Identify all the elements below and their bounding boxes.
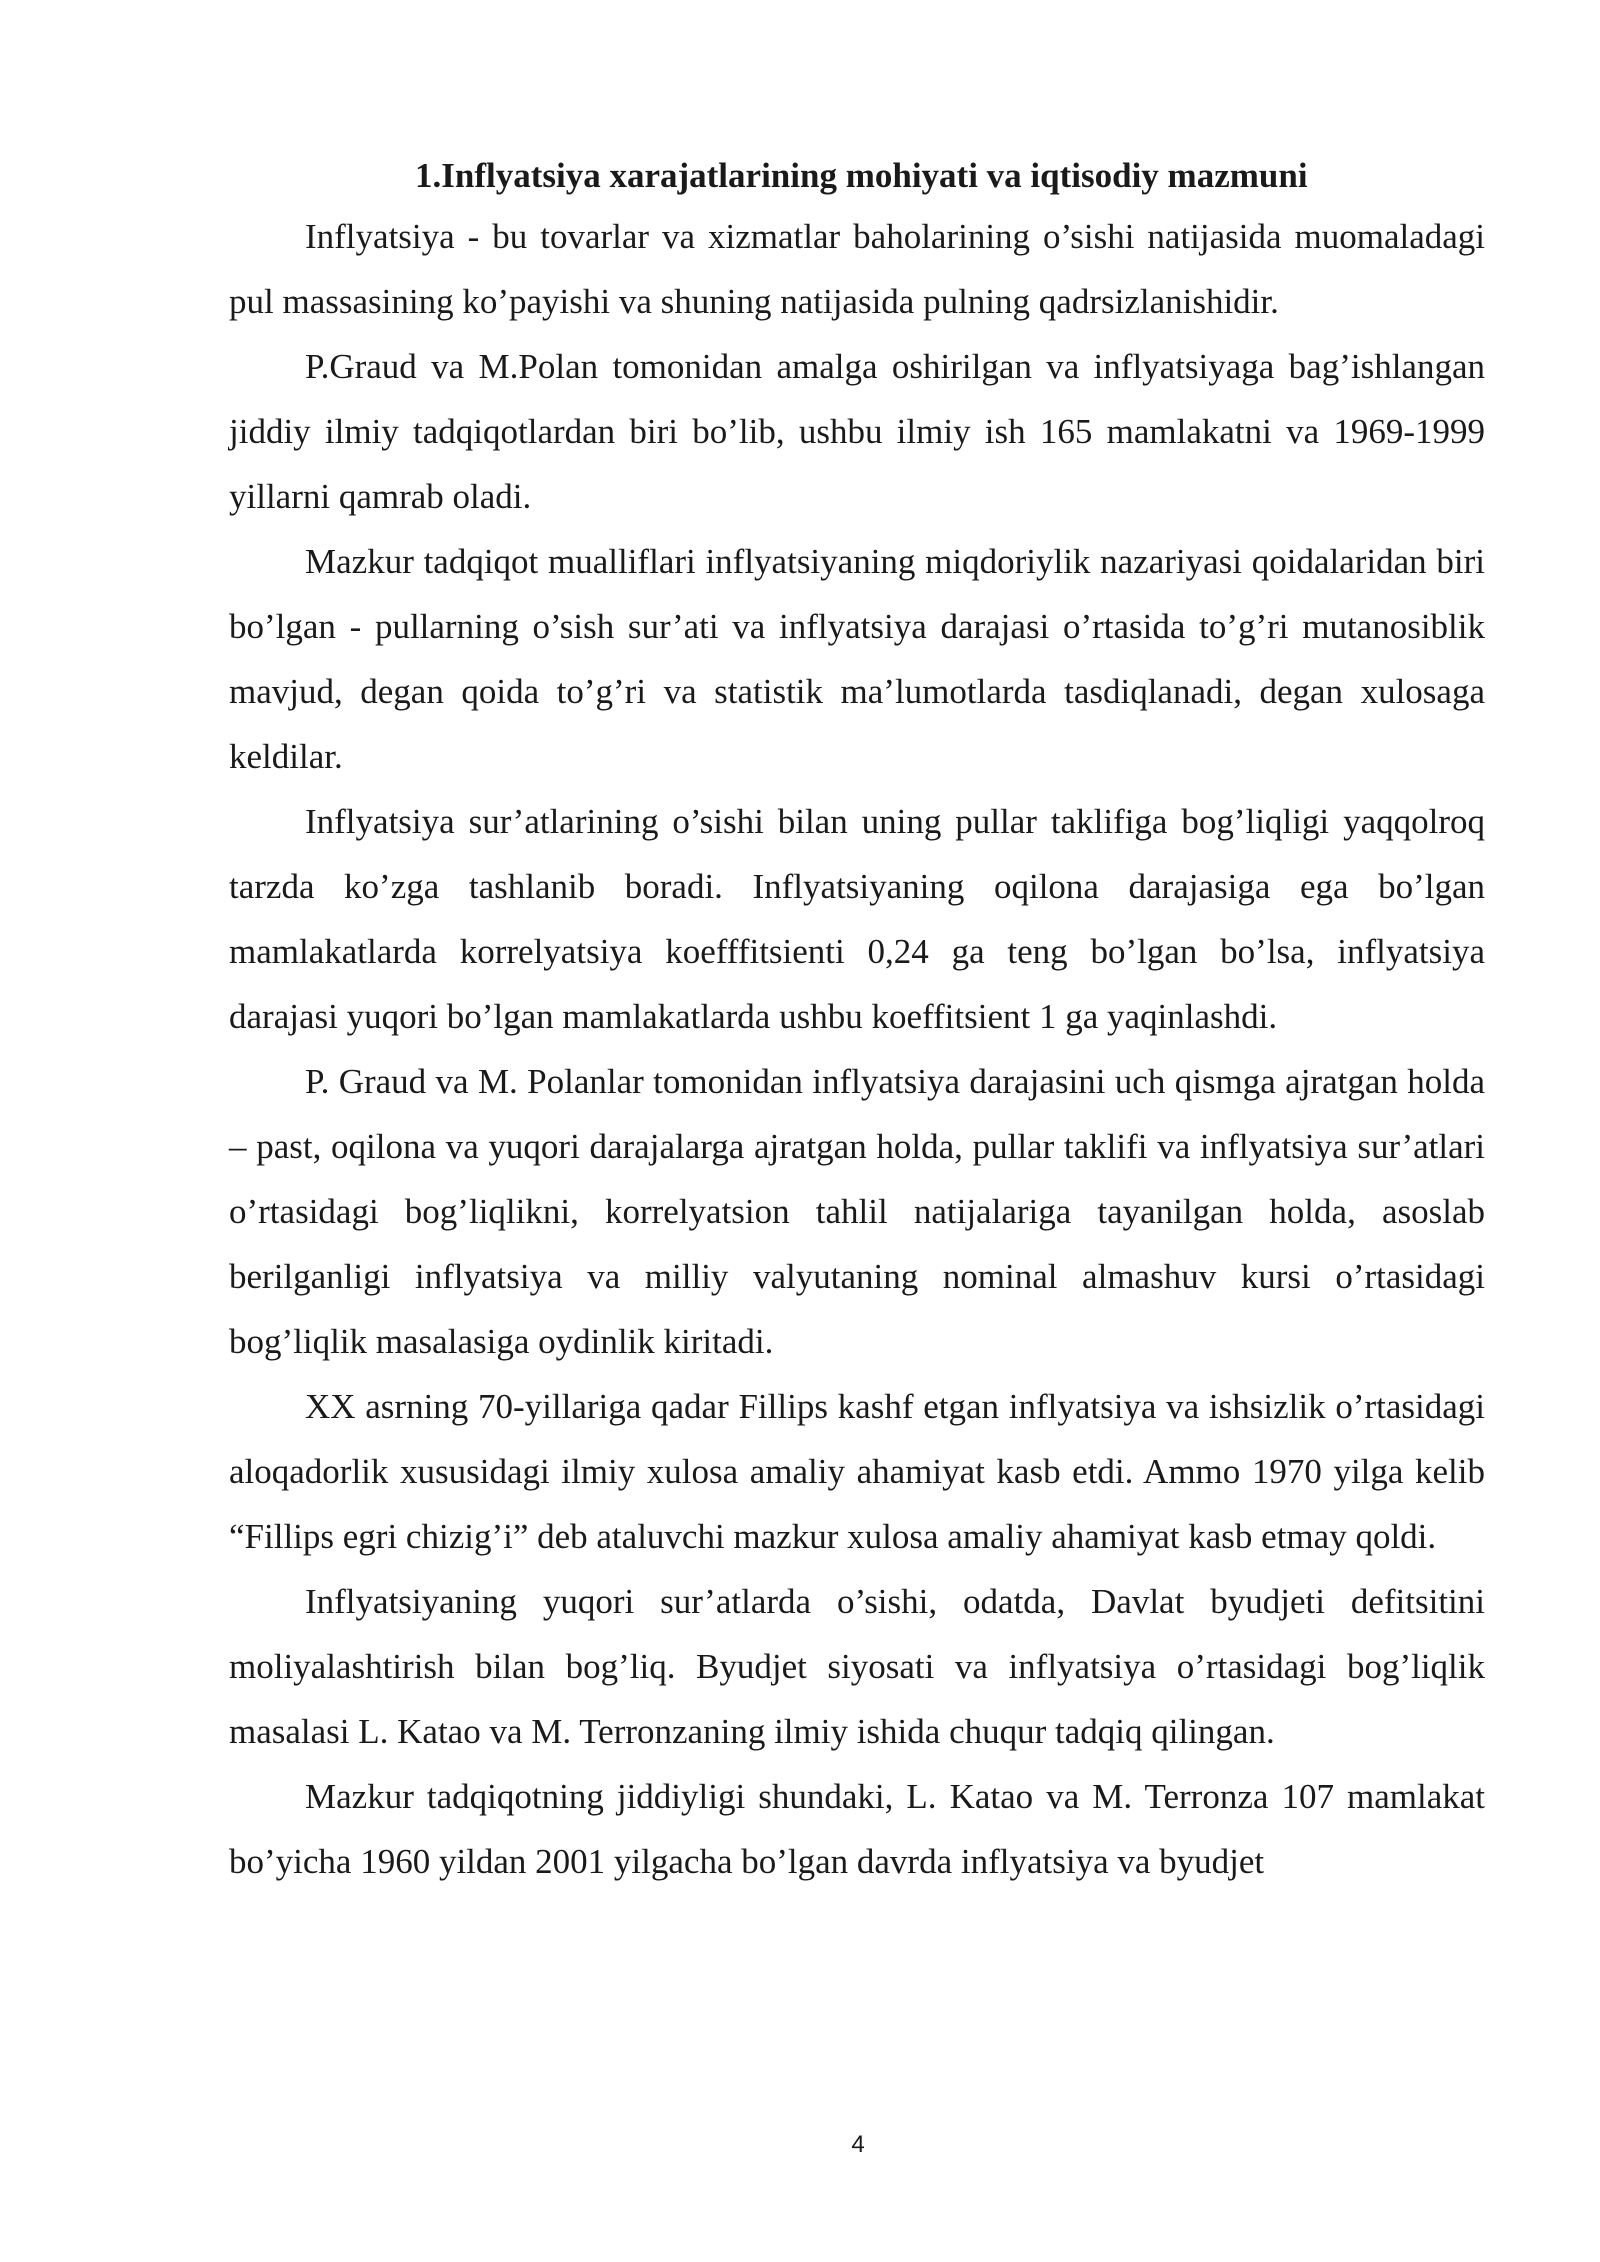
paragraph-study-conclusion: Mazkur tadqiqot mualliflari inflyatsiyaning miqdoriylik nazariyasi qoidalaridan biri bo’lgan - pullarning o’sish sur’ati va inflyatsiya darajasi o’rtasida to’g’ri mutanosiblik mavjud, degan qoida to’g’ri va statistik ma’lumotlarda tasdiqlanadi, degan xulosaga keldilar. (229, 542, 1485, 776)
paragraph-inflation-levels: P. Graud va M. Polanlar tomonidan inflyatsiya darajasini uch qismga ajratgan holda – past, oqilona va yuqori darajalarga ajratgan holda, pullar taklifi va inflyatsiya sur’atlari o’rtasidagi bog’liqlikni, korrelyatsion tahlil natijalariga tayanilgan holda, asoslab berilganligi inflyatsiya va milliy valyutaning nominal almashuv kursi o’rtasidagi bog’liqlik masalasiga oydinlik kiritadi. (229, 1062, 1485, 1361)
paragraph-catao-terrones: Mazkur tadqiqotning jiddiyligi shundaki, L. Katao va M. Terronza 107 mamlakat bo’yicha 1960 yildan 2001 yilgacha bo’lgan davrda inflyatsiya va byudjet (229, 1777, 1485, 1881)
paragraph-budget-deficit: Inflyatsiyaning yuqori sur’atlarda o’sishi, odatda, Davlat byudjeti defitsitini moliyalashtirish bilan bog’liq. Byudjet siyosati va inflyatsiya o’rtasidagi bog’liqlik masalasi L. Katao va M. Terronzaning ilmiy ishida chuqur tadqiq qilingan. (229, 1582, 1485, 1751)
paragraph-definition: Inflyatsiya - bu tovarlar va xizmatlar baholarining o’sishi natijasida muomaladagi pul massasining ko’payishi va shuning natijasida pulning qadrsizlanishidir. (229, 217, 1485, 321)
section-heading: 1.Inflyatsiya xarajatlarining mohiyati va iqtisodiy mazmuni (415, 156, 1308, 195)
page-body (229, 148, 1485, 1894)
paragraph-correlation: Inflyatsiya sur’atlarining o’sishi bilan uning pullar taklifiga bog’liqligi yaqqolroq tarzda ko’zga tashlanib boradi. Inflyatsiyaning oqilona darajasiga ega bo’lgan mamlakatlarda korrelyatsiya koefffitsienti 0,24 ga teng bo’lgan bo’lsa, inflyatsiya darajasi yuqori bo’lgan mamlakatlarda ushbu koeffitsient 1 ga yaqinlashdi. (229, 802, 1485, 1036)
paragraph-phillips-curve: XX asrning 70-yillariga qadar Fillips kashf etgan inflyatsiya va ishsizlik o’rtasidagi aloqadorlik xususidagi ilmiy xulosa amaliy ahamiyat kasb etdi. Ammo 1970 yilga kelib “Fillips egri chizig’i” deb ataluvchi mazkur xulosa amaliy ahamiyat kasb etmay qoldi. (229, 1387, 1485, 1556)
page-number: 4 (851, 2131, 865, 2158)
paragraph-graud-polan-study: P.Graud va M.Polan tomonidan amalga oshirilgan va inflyatsiyaga bag’ishlangan jiddiy ilmiy tadqiqotlardan biri bo’lib, ushbu ilmiy ish 165 mamlakatni va 1969-1999 yillarni qamrab oladi. (229, 347, 1485, 516)
